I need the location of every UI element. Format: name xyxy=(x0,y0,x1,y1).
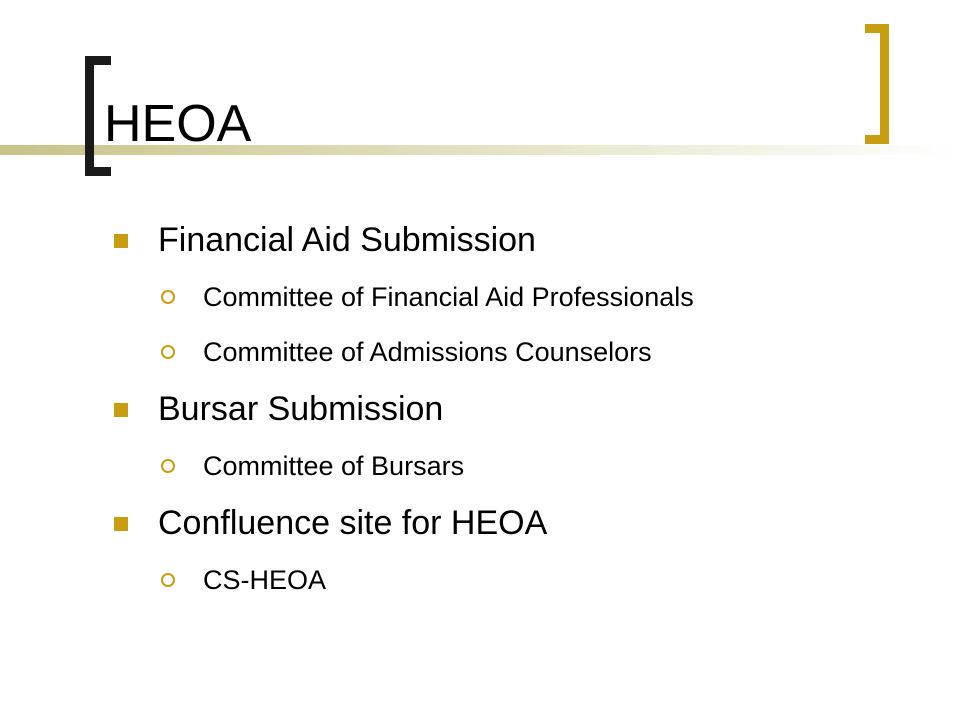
sub-bullet-item: Committee of Admissions Counselors xyxy=(203,337,652,367)
bullet-item: Confluence site for HEOA xyxy=(158,504,548,542)
sub-bullet-item: Committee of Financial Aid Professionals xyxy=(203,282,694,312)
ring-bullet-icon xyxy=(161,345,175,359)
bullet-item: Bursar Submission xyxy=(158,390,444,428)
square-bullet-icon xyxy=(114,517,128,531)
ring-bullet-icon xyxy=(161,290,175,304)
sub-bullet-item: Committee of Bursars xyxy=(203,451,465,481)
bullet-item: Financial Aid Submission xyxy=(158,221,536,259)
ring-bullet-icon xyxy=(161,459,175,473)
ring-bullet-icon xyxy=(161,573,175,587)
sub-bullet-item: CS-HEOA xyxy=(203,565,327,595)
square-bullet-icon xyxy=(114,403,128,417)
slide-title: HEOA xyxy=(104,95,252,153)
square-bullet-icon xyxy=(114,234,128,248)
